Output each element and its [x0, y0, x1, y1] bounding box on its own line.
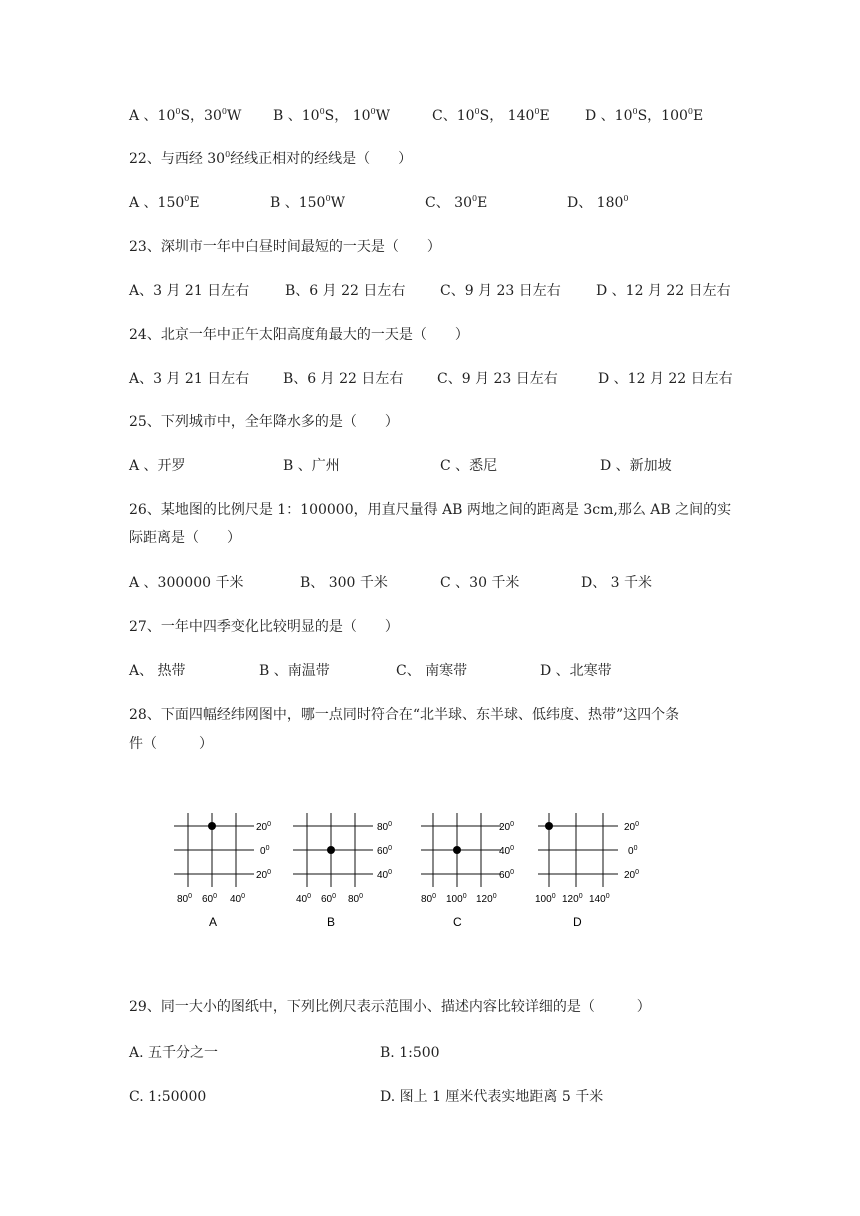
- svg-text:200: [624, 869, 639, 881]
- q22-c-text-2: E: [477, 195, 488, 211]
- grid-map-a: [174, 813, 271, 929]
- degree-mark: 0: [267, 869, 272, 876]
- svg-text:1200: [476, 893, 497, 905]
- map-b-lon-1: 40: [296, 894, 308, 905]
- q21-b-text-3: W: [375, 108, 390, 124]
- q24-option-c: C、9 月 23 日左右: [437, 371, 558, 387]
- q22-option-b: [270, 194, 345, 212]
- degree-mark: 0: [632, 107, 638, 116]
- q22-b-text-2: W: [330, 195, 345, 211]
- svg-text:400: [230, 893, 245, 905]
- degree-mark: 0: [474, 107, 480, 116]
- svg-text:800: [377, 821, 392, 833]
- q21-option-c: [432, 107, 550, 125]
- svg-text:1400: [589, 893, 610, 905]
- degree-mark: 0: [267, 821, 272, 828]
- q21-option-d: [585, 107, 703, 125]
- q24-option-d: D 、12 月 22 日左右: [598, 371, 733, 387]
- q22-option-d: [567, 194, 629, 212]
- grid-map-b: [293, 813, 392, 929]
- q29-option-c: C. 1:50000: [129, 1089, 207, 1105]
- q25-option-d: D 、新加坡: [600, 458, 672, 474]
- q26-option-c: C 、30 千米: [440, 575, 520, 591]
- map-a-lat-2: 0: [260, 846, 266, 857]
- q27-option-d: D 、北寒带: [540, 663, 612, 679]
- q23-option-b: B、6 月 22 日左右: [285, 283, 406, 299]
- degree-mark: 0: [241, 893, 246, 900]
- q24-stem: 24、北京一年中正午太阳高度角最大的一天是（ ）: [129, 327, 469, 343]
- svg-text:1000: [535, 893, 556, 905]
- q24-option-a: A、3 月 21 日左右: [129, 371, 250, 387]
- degree-mark: 0: [221, 107, 227, 116]
- svg-text:400: [296, 893, 311, 905]
- q25-option-b: B 、广州: [283, 458, 340, 474]
- grid-map-c: [421, 813, 514, 929]
- degree-mark: 0: [325, 194, 331, 203]
- q22-b-text-1: B 、150: [270, 195, 326, 211]
- q21-b-text-1: B 、10: [273, 108, 320, 124]
- svg-text:800: [421, 893, 436, 905]
- map-d-lon-2: 120: [562, 894, 579, 905]
- degree-mark: 0: [332, 893, 337, 900]
- degree-mark: 0: [578, 893, 583, 900]
- degree-mark: 0: [687, 107, 693, 116]
- q21-option-b: [273, 107, 390, 125]
- q21-c-text-1: C、10: [432, 108, 475, 124]
- q21-a-text-2: S，30: [180, 108, 222, 124]
- q29-option-d: D. 图上 1 厘米代表实地距离 5 千米: [380, 1089, 604, 1105]
- degree-mark: 0: [432, 893, 437, 900]
- svg-text:200: [256, 869, 271, 881]
- degree-mark: 0: [635, 869, 640, 876]
- q22-option-c: [425, 194, 487, 212]
- svg-text:600: [202, 893, 217, 905]
- degree-mark: 0: [510, 869, 515, 876]
- svg-text:200: [499, 821, 514, 833]
- q23-stem: 23、深圳市一年中白昼时间最短的一天是（ ）: [129, 239, 441, 255]
- map-d-lat-2: 0: [628, 846, 634, 857]
- map-c-lon-1: 80: [421, 894, 433, 905]
- svg-text:800: [177, 893, 192, 905]
- svg-text:200: [256, 821, 271, 833]
- q21-c-text-2: S， 140: [479, 108, 535, 124]
- svg-text:400: [499, 845, 514, 857]
- q21-d-text-2: S，100: [637, 108, 688, 124]
- svg-text:00: [260, 845, 270, 857]
- q26-stem-line-1: 26、某地图的比例尺是 1：100000，用直尺量得 AB 两地之间的距离是 3cm,那么 AB 之间的实: [129, 502, 732, 518]
- q22-a-text-2: E: [189, 195, 200, 211]
- map-a-lat-1: 20: [256, 822, 268, 833]
- degree-mark: 0: [510, 845, 515, 852]
- map-c-lat-1: 20: [499, 822, 511, 833]
- map-a-lon-1: 80: [177, 894, 189, 905]
- grid-map-d: [535, 813, 639, 929]
- map-d-point: [545, 822, 553, 830]
- map-b-lon-2: 60: [321, 894, 333, 905]
- map-a-label: A: [209, 915, 218, 929]
- degree-mark: 0: [605, 893, 610, 900]
- degree-mark: 0: [175, 107, 181, 116]
- svg-text:1200: [562, 893, 583, 905]
- map-b-lat-3: 40: [377, 870, 389, 881]
- degree-mark: 0: [633, 845, 638, 852]
- q27-option-c: C、 南寒带: [396, 663, 468, 679]
- q21-option-a: [129, 107, 241, 125]
- map-a-lon-2: 60: [202, 894, 214, 905]
- degree-mark: 0: [471, 194, 478, 203]
- degree-mark: 0: [213, 893, 218, 900]
- q27-option-b: B 、南温带: [259, 663, 330, 679]
- map-d-lon-1: 100: [535, 894, 552, 905]
- map-b-lat-2: 60: [377, 846, 389, 857]
- degree-mark: 0: [462, 893, 467, 900]
- map-d-label: D: [573, 915, 582, 929]
- q26-option-d: D、 3 千米: [581, 575, 653, 591]
- degree-mark: 0: [388, 869, 393, 876]
- svg-text:600: [321, 893, 336, 905]
- q21-d-text-1: D 、10: [585, 108, 633, 124]
- svg-text:800: [348, 893, 363, 905]
- svg-text:00: [628, 845, 638, 857]
- q26-option-a: A 、300000 千米: [129, 575, 244, 591]
- map-b-label: B: [327, 915, 336, 929]
- q29-stem: 29、同一大小的图纸中，下列比例尺表示范围小、描述内容比较详细的是（ ）: [129, 999, 651, 1015]
- degree-mark: 0: [510, 821, 515, 828]
- degree-mark: 0: [370, 107, 376, 116]
- map-a-point: [208, 822, 216, 830]
- q27-option-a: A、 热带: [129, 663, 186, 679]
- svg-text:400: [377, 869, 392, 881]
- degree-mark: 0: [184, 194, 190, 203]
- q23-option-d: D 、12 月 22 日左右: [596, 283, 731, 299]
- degree-mark: 0: [492, 893, 497, 900]
- map-c-point: [453, 846, 461, 854]
- q24-option-b: B、6 月 22 日左右: [283, 371, 404, 387]
- q22-stem-text-2: 经线正相对的经线是（ ）: [230, 151, 413, 167]
- q21-a-text-1: A 、10: [129, 108, 176, 124]
- degree-mark: 0: [307, 893, 312, 900]
- degree-mark: 0: [265, 845, 270, 852]
- q22-stem-text-1: 22、与西经 30: [129, 151, 226, 167]
- degree-mark: 0: [359, 893, 364, 900]
- map-a-lat-3: 20: [256, 870, 268, 881]
- q25-stem: 25、下列城市中，全年降水多的是（ ）: [129, 414, 399, 430]
- q21-d-text-3: E: [693, 108, 704, 124]
- svg-text:600: [377, 845, 392, 857]
- q22-d-text-1: D、 180: [567, 195, 624, 211]
- degree-mark: 0: [188, 893, 193, 900]
- q29-option-b: B. 1:500: [380, 1045, 440, 1061]
- map-c-lat-2: 40: [499, 846, 511, 857]
- map-d-lon-3: 140: [589, 894, 606, 905]
- degree-mark: 0: [388, 821, 393, 828]
- map-d-lat-1: 20: [624, 822, 636, 833]
- q25-option-a: A 、开罗: [129, 458, 186, 474]
- q22-option-a: [129, 194, 200, 212]
- degree-mark: 0: [623, 194, 629, 203]
- q26-option-b: B、 300 千米: [300, 575, 388, 591]
- q28-stem-line-1: 28、下面四幅经纬网图中，哪一点同时符合在“北半球、东半球、低纬度、热带”这四个条: [129, 707, 680, 723]
- q27-stem: 27、一年中四季变化比较明显的是（ ）: [129, 619, 399, 635]
- map-c-label: C: [453, 915, 462, 929]
- q21-b-text-2: S， 10: [324, 108, 371, 124]
- degree-mark: 0: [225, 150, 231, 159]
- q22-stem: [129, 150, 412, 168]
- degree-mark: 0: [534, 107, 540, 116]
- map-d-lat-3: 20: [624, 870, 636, 881]
- q22-a-text-1: A 、150: [129, 195, 185, 211]
- map-b-lon-3: 80: [348, 894, 360, 905]
- degree-mark: 0: [635, 821, 640, 828]
- map-b-lat-1: 80: [377, 822, 389, 833]
- map-a-lon-3: 40: [230, 894, 242, 905]
- q28-stem-line-2: 件（ ）: [129, 736, 213, 752]
- q25-option-c: C 、悉尼: [440, 458, 498, 474]
- degree-mark: 0: [319, 107, 325, 116]
- map-c-lon-2: 100: [446, 894, 463, 905]
- q23-option-a: A、3 月 21 日左右: [129, 283, 250, 299]
- map-b-point: [327, 846, 335, 854]
- q22-c-text-1: C、 30: [425, 195, 472, 211]
- q21-a-text-3: W: [226, 108, 242, 124]
- degree-mark: 0: [388, 845, 393, 852]
- svg-text:1000: [446, 893, 467, 905]
- q29-option-a: A. 五千分之一: [129, 1045, 219, 1061]
- q26-stem-line-2: 际距离是（ ）: [129, 530, 241, 546]
- q21-c-text-3: E: [539, 108, 550, 124]
- q23-option-c: C、9 月 23 日左右: [440, 283, 561, 299]
- degree-mark: 0: [551, 893, 556, 900]
- map-c-lat-3: 60: [499, 870, 511, 881]
- lat-lon-grid-figure: [160, 805, 660, 945]
- svg-text:600: [499, 869, 514, 881]
- svg-text:200: [624, 821, 639, 833]
- map-c-lon-3: 120: [476, 894, 493, 905]
